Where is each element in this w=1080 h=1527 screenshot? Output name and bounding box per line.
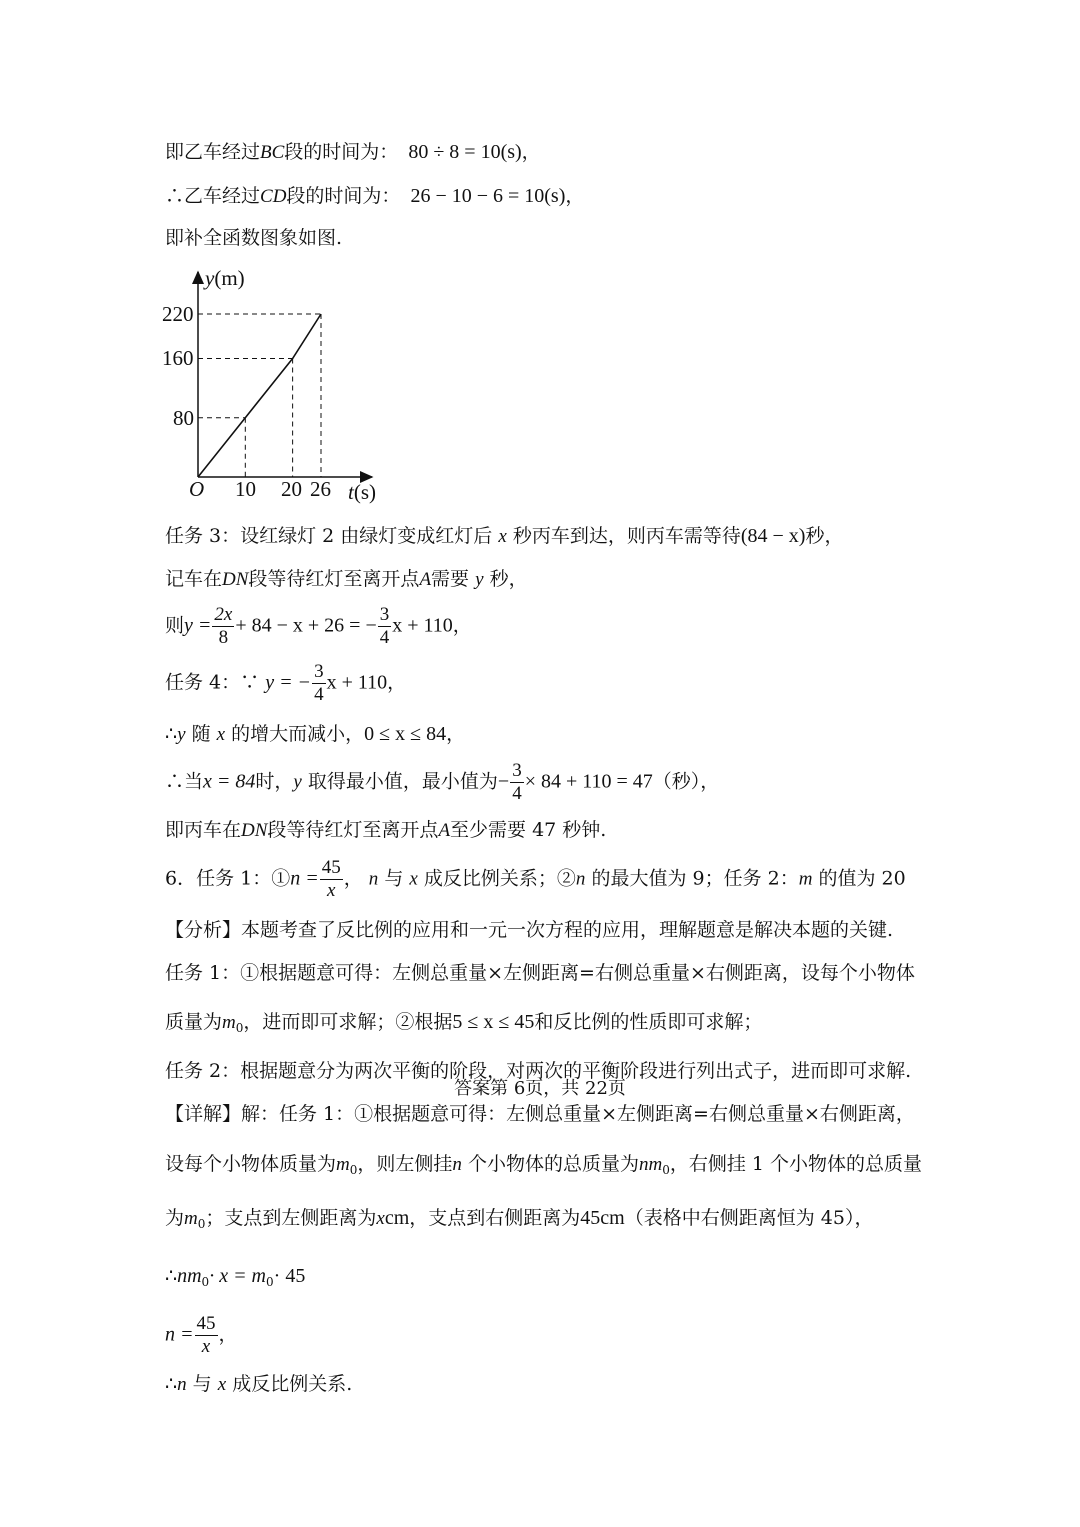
text: 段的时间为： <box>284 141 399 163</box>
segment-label: DN <box>241 820 268 841</box>
subscript: 0 <box>197 1217 206 1231</box>
q6-answer-line <box>165 857 906 902</box>
expression: · x = m <box>209 1265 267 1287</box>
text: 与 <box>192 1373 212 1395</box>
variable: y <box>293 771 302 793</box>
q6-analysis-line2 <box>165 961 915 985</box>
text: ∴ <box>165 1265 178 1287</box>
expression: (84 − x) <box>740 525 806 547</box>
text: ， <box>218 1323 238 1346</box>
origin-label: O <box>189 477 205 501</box>
fraction: $\frac{45}{x}$ <box>196 1313 216 1357</box>
fraction: $\frac{3}{4}$ <box>512 760 522 804</box>
x-tick-10: 10 <box>235 477 256 501</box>
variable: y <box>475 569 484 590</box>
task4-line3 <box>165 760 719 805</box>
function-graph <box>150 262 390 507</box>
subscript: 0 <box>662 1163 670 1177</box>
task4-line1 <box>165 661 406 706</box>
expression: nm <box>177 1265 202 1287</box>
text: ， <box>387 671 407 694</box>
text: 6．任务 1：① <box>165 867 291 890</box>
text: 即丙车在 <box>165 819 242 841</box>
expression: x + 110 <box>392 614 453 637</box>
line-bc-time <box>165 140 541 165</box>
text: 个小物体的总质量为 <box>467 1153 639 1175</box>
x-tick-20: 20 <box>281 477 302 501</box>
q6-detail-line1 <box>165 1102 915 1126</box>
expression: y = <box>184 614 212 637</box>
dashed-guides <box>198 314 321 477</box>
text: 记车在 <box>165 568 223 590</box>
text: 和反比例的性质即可求解； <box>534 1011 763 1033</box>
variable: nm <box>638 1154 663 1175</box>
subscript: 0 <box>201 1275 210 1289</box>
expression: n = <box>290 867 319 890</box>
page-footer: 答案第 6页，共 22页 <box>454 1078 626 1099</box>
variable: m <box>222 1012 236 1033</box>
fraction: $\frac{2x}{8}$ <box>214 604 233 648</box>
text: ， <box>565 185 585 207</box>
y-tick-160: 160 <box>162 346 194 370</box>
x-tick-26: 26 <box>310 477 331 501</box>
q6-analysis-line1 <box>165 918 893 942</box>
variable: x <box>409 868 418 890</box>
expression: n = <box>165 1323 194 1346</box>
expression: · 45 <box>273 1265 306 1287</box>
text: 取得最小值，最小值为 <box>307 770 498 793</box>
inequality: 0 ≤ x ≤ 84 <box>364 723 447 745</box>
equation: x = 84 <box>203 770 256 793</box>
text: ∴ <box>165 723 178 745</box>
text: 秒丙车到达，则丙车需等待 <box>512 525 741 547</box>
text: ， <box>452 614 472 637</box>
variable: m <box>336 1154 350 1175</box>
text: 的最大值为 9；任务 2： <box>591 867 799 890</box>
text: 任务 1：①根据题意可得：左侧总重量×左侧距离=右侧总重量×右侧距离，设每个小物体 <box>165 962 915 984</box>
text: ，进而即可求解；②根据 <box>243 1011 453 1033</box>
text: 任务 2：根据题意分为两次平衡的阶段，对两次的平衡阶段进行列出式子，进而即可求解. <box>165 1060 912 1082</box>
variable: m <box>798 868 813 890</box>
series-line <box>198 314 321 477</box>
text: 随 <box>191 723 211 745</box>
text: 任务 4：∵ <box>165 671 260 694</box>
expression: + 84 − x + 26 = − <box>235 614 377 637</box>
value: 45cm <box>580 1207 625 1229</box>
point-label: A <box>438 820 451 841</box>
variable: n <box>368 868 379 890</box>
variable: x <box>376 1208 385 1229</box>
task4-line4 <box>165 818 606 843</box>
point-label: A <box>419 569 432 590</box>
x-axis-label: t(s) <box>348 480 377 504</box>
expression: x + 110 <box>326 671 388 694</box>
text: ∴乙车经过 <box>165 185 261 207</box>
task3-line3 <box>165 604 472 649</box>
q6-analysis-line3 <box>165 1010 762 1040</box>
q6-eq2 <box>165 1313 238 1358</box>
text: 则 <box>165 614 185 637</box>
variable: n <box>177 1374 187 1395</box>
expression: − <box>497 770 510 793</box>
variable: y <box>177 724 186 745</box>
task3-line2 <box>165 567 528 592</box>
text: 至少需要 47 秒钟. <box>450 819 607 841</box>
segment-label: CD <box>260 186 287 207</box>
y-tick-220: 220 <box>162 302 194 326</box>
task4-line2 <box>165 722 465 747</box>
text: ， <box>521 141 541 163</box>
unit: cm <box>384 1207 410 1229</box>
variable: x <box>216 724 226 745</box>
q6-eq3 <box>165 1372 352 1397</box>
text: 【分析】本题考查了反比例的应用和一元一次方程的应用，理解题意是解决本题的关键. <box>165 919 894 941</box>
y-tick-80: 80 <box>173 406 194 430</box>
text: 时， <box>255 770 294 793</box>
text: 段等待红灯至离开点 <box>267 819 439 841</box>
equation: × 84 + 110 = 47 <box>524 770 653 793</box>
variable: x <box>498 526 507 547</box>
inequality: 5 ≤ x ≤ 45 <box>452 1011 535 1033</box>
text: ， <box>446 723 466 745</box>
variable: n <box>575 868 586 890</box>
fraction: $\frac{45}{x}$ <box>321 857 341 901</box>
q6-eq1 <box>165 1264 305 1294</box>
fraction: $\frac{3}{4}$ <box>379 604 390 648</box>
expression: y = − <box>265 671 312 694</box>
q6-detail-line3 <box>165 1206 873 1236</box>
y-axis-label: y(m) <box>205 266 245 290</box>
text: 秒， <box>805 525 844 547</box>
text: 任务 3：设红绿灯 2 由绿灯变成红灯后 <box>165 525 493 547</box>
variable: m <box>184 1208 198 1229</box>
subscript: 0 <box>266 1275 274 1289</box>
text: 段的时间为： <box>286 185 401 207</box>
text: ，则左侧挂 <box>357 1153 453 1175</box>
text: 的值为 20 <box>818 867 906 890</box>
q6-detail-line2 <box>165 1152 922 1182</box>
text: 为 <box>165 1207 185 1229</box>
subscript: 0 <box>235 1021 244 1035</box>
text: ， <box>343 867 363 890</box>
variable: x <box>217 1374 227 1395</box>
fraction: $\frac{3}{4}$ <box>314 661 324 705</box>
text: （表格中右侧距离恒为 45）， <box>624 1207 874 1229</box>
text: 秒， <box>489 568 528 590</box>
segment-label: BC <box>260 142 285 163</box>
line-cd-time <box>165 184 584 209</box>
text: 【详解】解：任务 1：①根据题意可得：左侧总重量×左侧距离=右侧总重量×右侧距离， <box>165 1103 915 1125</box>
text: 成反比例关系. <box>232 1373 353 1395</box>
text: 的增大而减小， <box>231 723 365 745</box>
task3-line1 <box>165 524 843 549</box>
text: 即补全函数图象如图. <box>165 227 343 249</box>
text: ；支点到左侧距离为 <box>205 1207 377 1229</box>
text: 设每个小物体质量为 <box>165 1153 337 1175</box>
text: ∴当 <box>165 770 204 793</box>
text: 质量为 <box>165 1011 223 1033</box>
text: ∴ <box>165 1373 178 1395</box>
equation: 80 ÷ 8 = 10(s) <box>408 141 522 163</box>
text: 段等待红灯至离开点 <box>248 568 420 590</box>
text: （秒）， <box>652 770 720 793</box>
subscript: 0 <box>349 1163 358 1177</box>
text: 与 <box>384 867 404 890</box>
segment-label: DN <box>222 569 249 590</box>
text: 成反比例关系；② <box>423 867 576 890</box>
variable: n <box>452 1154 462 1175</box>
text: ，支点到右侧距离为 <box>409 1207 581 1229</box>
line-complete-graph <box>165 226 342 250</box>
equation: 26 − 10 − 6 = 10(s) <box>410 185 566 207</box>
text: 即乙车经过 <box>165 141 261 163</box>
text: 需要 <box>431 568 470 590</box>
text: ，右侧挂 1 个小物体的总质量 <box>669 1153 923 1175</box>
